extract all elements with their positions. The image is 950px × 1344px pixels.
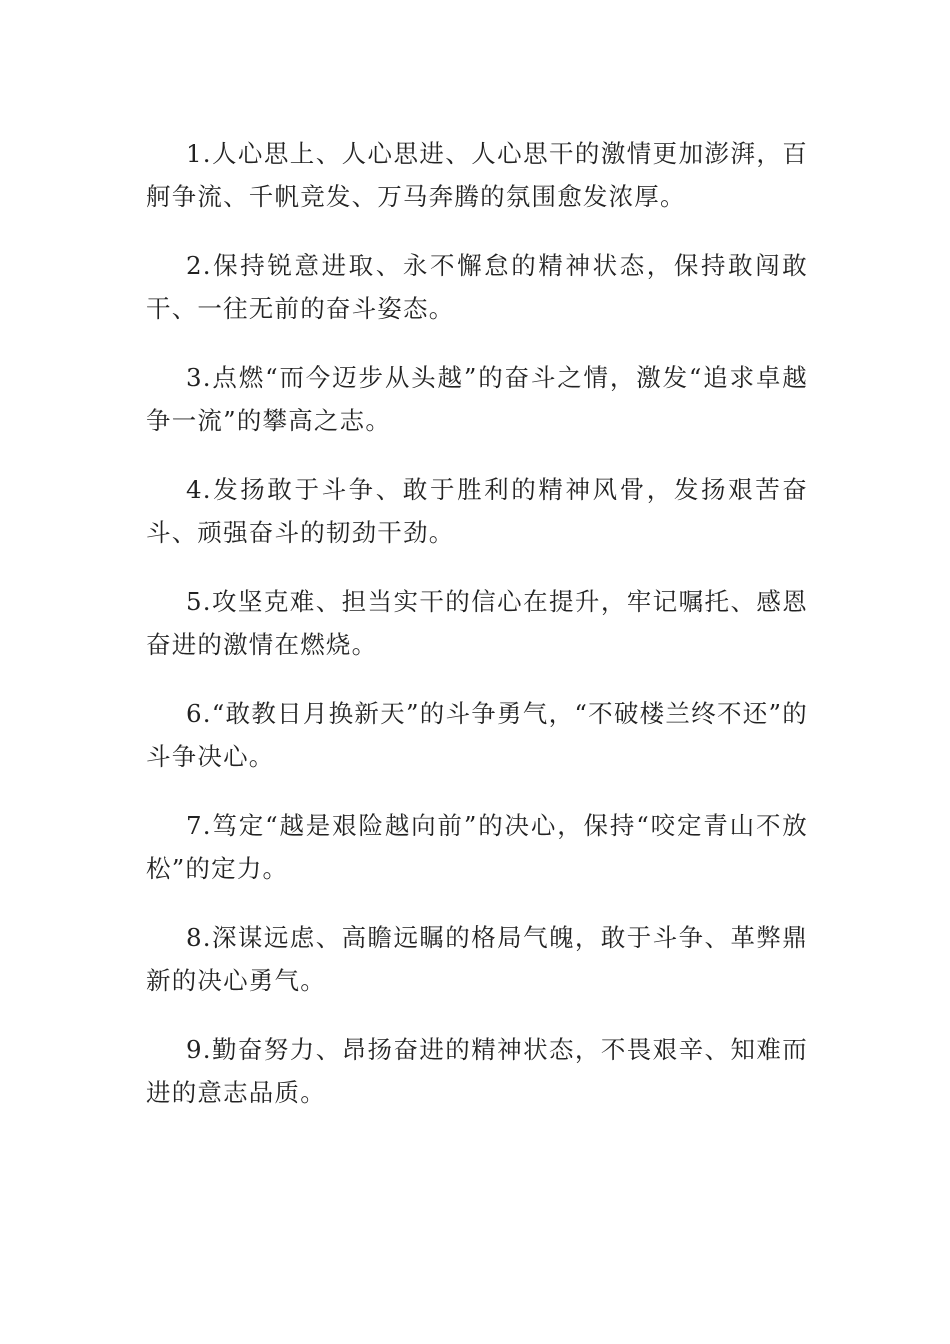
paragraph-text: 点燃“而今迈步从头越”的奋斗之情，激发“追求卓越争一流”的攀高之志。 — [146, 363, 808, 435]
paragraph-6 — [146, 692, 808, 778]
document-body — [146, 132, 808, 1140]
paragraph-number: 8. — [186, 923, 212, 952]
paragraph-number: 4. — [186, 475, 212, 504]
paragraph-text: 保持锐意进取、永不懈怠的精神状态，保持敢闯敢干、一往无前的奋斗姿态。 — [146, 251, 808, 323]
paragraph-number: 1. — [186, 139, 212, 168]
paragraph-9 — [146, 1028, 808, 1114]
paragraph-number: 5. — [186, 587, 212, 616]
paragraph-text: 攻坚克难、担当实干的信心在提升，牢记嘱托、感恩奋进的激情在燃烧。 — [146, 587, 808, 659]
paragraph-text: 勤奋努力、昂扬奋进的精神状态，不畏艰辛、知难而进的意志品质。 — [146, 1035, 808, 1107]
paragraph-number: 9. — [186, 1035, 212, 1064]
paragraph-text: 深谋远虑、高瞻远瞩的格局气魄，敢于斗争、革弊鼎新的决心勇气。 — [146, 923, 808, 995]
paragraph-number: 7. — [186, 811, 212, 840]
paragraph-number: 3. — [186, 363, 212, 392]
paragraph-text: 笃定“越是艰险越向前”的决心，保持“咬定青山不放松”的定力。 — [146, 811, 808, 883]
paragraph-2 — [146, 244, 808, 330]
paragraph-3 — [146, 356, 808, 442]
paragraph-text: 发扬敢于斗争、敢于胜利的精神风骨，发扬艰苦奋斗、顽强奋斗的韧劲干劲。 — [146, 475, 808, 547]
paragraph-text: 人心思上、人心思进、人心思干的激情更加澎湃，百舸争流、千帆竞发、万马奔腾的氛围愈发浓厚。 — [146, 139, 808, 211]
paragraph-7 — [146, 804, 808, 890]
paragraph-number: 2. — [186, 251, 212, 280]
paragraph-8 — [146, 916, 808, 1002]
paragraph-4 — [146, 468, 808, 554]
paragraph-1 — [146, 132, 808, 218]
paragraph-text: “敢教日月换新天”的斗争勇气，“不破楼兰终不还”的斗争决心。 — [146, 699, 808, 771]
paragraph-number: 6. — [186, 699, 212, 728]
paragraph-5 — [146, 580, 808, 666]
